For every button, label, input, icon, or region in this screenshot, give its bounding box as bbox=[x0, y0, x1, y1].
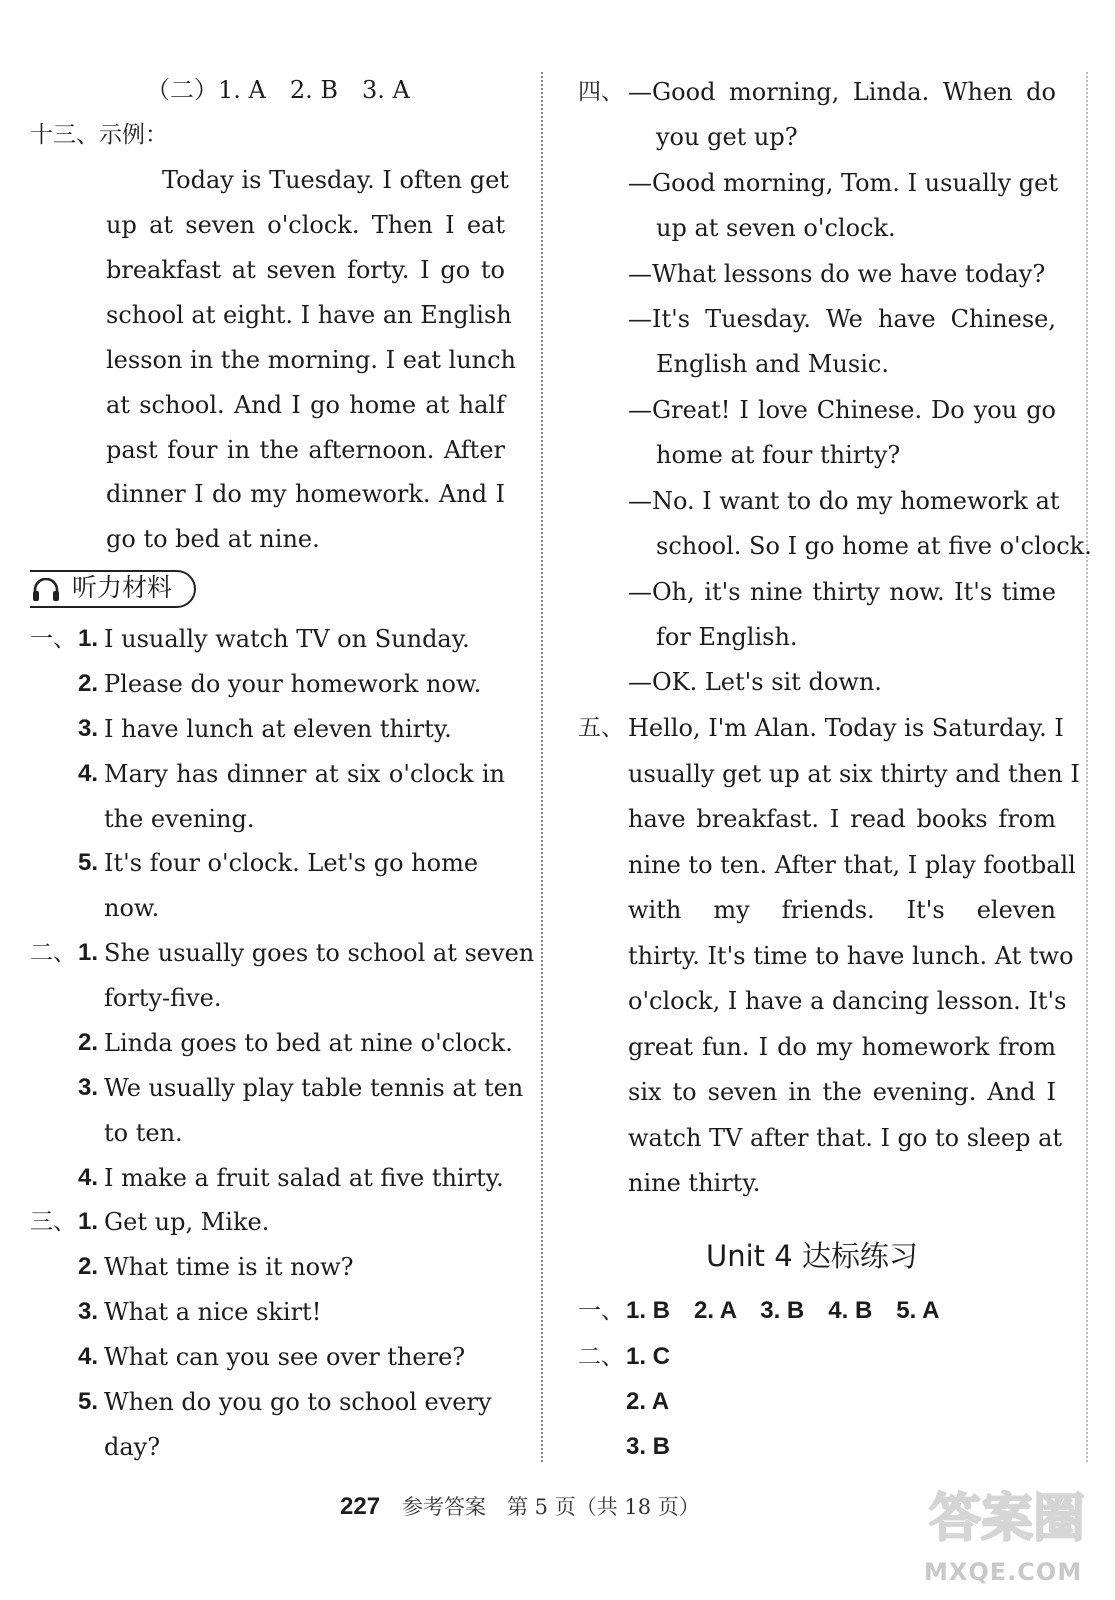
passage-line: thirty. It's time to have lunch. At two bbox=[628, 942, 1074, 970]
passage-line: usually get up at six thirty and then I bbox=[628, 760, 1080, 788]
passage-line: nine thirty. bbox=[628, 1169, 761, 1197]
dialogue-line: —No. I want to do my homework at bbox=[628, 487, 1060, 515]
list-item: Get up, Mike. bbox=[104, 1208, 270, 1236]
essay-line: at school. And I go home at half bbox=[106, 391, 505, 419]
answer-item: 3. B bbox=[626, 1433, 671, 1460]
essay-line: up at seven o'clock. Then I eat bbox=[106, 211, 505, 239]
list-item: forty-five. bbox=[104, 984, 222, 1012]
passage-line: watch TV after that. I go to sleep at bbox=[628, 1124, 1063, 1152]
unit-s1-label: 一、 bbox=[578, 1298, 624, 1324]
page-info: 参考答案 第 5 页（共 18 页） bbox=[402, 1495, 700, 1519]
listening-label: 听力材料 bbox=[72, 573, 173, 602]
dialogue-line: —OK. Let's sit down. bbox=[628, 668, 882, 696]
headphones-icon bbox=[32, 578, 60, 602]
list-item: I usually watch TV on Sunday. bbox=[104, 625, 470, 653]
right-edge-divider bbox=[1086, 72, 1088, 1462]
list-item: now. bbox=[104, 894, 160, 922]
list-item: What time is it now? bbox=[104, 1253, 354, 1281]
list-item: When do you go to school every bbox=[104, 1388, 492, 1416]
list-item: to ten. bbox=[104, 1119, 183, 1147]
unit-title: Unit 4 达标练习 bbox=[706, 1239, 918, 1273]
dialogue-line: home at four thirty? bbox=[656, 441, 901, 469]
dialogue-line: —Great! I love Chinese. Do you go bbox=[628, 396, 1056, 424]
dialogue-line: —What lessons do we have today? bbox=[628, 260, 1046, 288]
dialogue-line: school. So I go home at five o'clock. bbox=[656, 532, 1092, 560]
item-number: 3. bbox=[78, 1298, 99, 1325]
list-item: Please do your homework now. bbox=[104, 670, 482, 698]
passage-line: have breakfast. I read books from bbox=[628, 805, 1056, 833]
section-13-label: 十三、示例： bbox=[30, 122, 168, 148]
part2-answers: （二）1. A 2. B 3. A bbox=[146, 76, 410, 104]
essay-line: Today is Tuesday. I often get bbox=[162, 166, 509, 194]
passage-line: nine to ten. After that, I play football bbox=[628, 851, 1076, 879]
item-number: 5. bbox=[78, 1388, 99, 1415]
item-number: 1. bbox=[78, 1208, 99, 1235]
list-item: Mary has dinner at six o'clock in bbox=[104, 760, 505, 788]
section-5-label: 五、 bbox=[578, 715, 624, 741]
column-divider bbox=[541, 72, 543, 1462]
dialogue-line: up at seven o'clock. bbox=[656, 214, 896, 242]
dialogue-line: —Good morning, Linda. When do bbox=[628, 78, 1056, 106]
list-item: We usually play table tennis at ten bbox=[104, 1074, 524, 1102]
dialogue-line: English and Music. bbox=[656, 350, 889, 378]
dialogue-line: —Good morning, Tom. I usually get bbox=[628, 169, 1058, 197]
list-item: What can you see over there? bbox=[104, 1343, 466, 1371]
item-number: 4. bbox=[78, 1343, 99, 1370]
item-number: 1. bbox=[78, 939, 99, 966]
item-number: 4. bbox=[78, 1164, 99, 1191]
dialogue-line: —It's Tuesday. We have Chinese, bbox=[628, 305, 1056, 333]
answer-item: 2. A bbox=[626, 1388, 670, 1415]
list-item: day? bbox=[104, 1433, 161, 1461]
item-number: 3. bbox=[78, 715, 99, 742]
page-number: 227 bbox=[340, 1493, 381, 1520]
item-number: 1. bbox=[78, 625, 99, 652]
listening-s3-label: 三、 bbox=[30, 1209, 76, 1235]
list-item: I make a fruit salad at five thirty. bbox=[104, 1164, 504, 1192]
essay-line: past four in the afternoon. After bbox=[106, 436, 505, 464]
item-number: 2. bbox=[78, 1253, 99, 1280]
dialogue-line: —Oh, it's nine thirty now. It's time bbox=[628, 578, 1056, 606]
passage-line: Hello, I'm Alan. Today is Saturday. I bbox=[628, 714, 1064, 742]
list-item: the evening. bbox=[104, 805, 255, 833]
essay-line: dinner I do my homework. And I bbox=[106, 480, 505, 508]
list-item: I have lunch at eleven thirty. bbox=[104, 715, 452, 743]
passage-line: great fun. I do my homework from bbox=[628, 1033, 1056, 1061]
list-item: Linda goes to bed at nine o'clock. bbox=[104, 1029, 513, 1057]
answer-item: 1. C bbox=[626, 1343, 671, 1370]
passage-line: o'clock, I have a dancing lesson. It's bbox=[628, 987, 1067, 1015]
item-number: 4. bbox=[78, 760, 99, 787]
watermark-url: MXQE.COM bbox=[924, 1558, 1083, 1586]
list-item: She usually goes to school at seven bbox=[104, 939, 535, 967]
essay-line: school at eight. I have an English bbox=[106, 301, 512, 329]
list-item: What a nice skirt! bbox=[104, 1298, 322, 1326]
item-number: 2. bbox=[78, 670, 99, 697]
essay-line: breakfast at seven forty. I go to bbox=[106, 256, 505, 284]
watermark-logo-text: 答案圈 bbox=[929, 1489, 1086, 1549]
dialogue-line: you get up? bbox=[656, 123, 798, 151]
unit-s1-answers: 1. B 2. A 3. B 4. B 5. A bbox=[626, 1297, 940, 1324]
unit-s2-label: 二、 bbox=[578, 1344, 624, 1370]
item-number: 3. bbox=[78, 1074, 99, 1101]
essay-line: lesson in the morning. I eat lunch bbox=[106, 346, 517, 374]
passage-line: six to seven in the evening. And I bbox=[628, 1078, 1056, 1106]
list-item: It's four o'clock. Let's go home bbox=[104, 849, 479, 877]
item-number: 5. bbox=[78, 849, 99, 876]
essay-line: go to bed at nine. bbox=[106, 525, 320, 553]
dialogue-line: for English. bbox=[656, 623, 798, 651]
listening-s2-label: 二、 bbox=[30, 940, 76, 966]
listening-s1-label: 一、 bbox=[30, 626, 76, 652]
item-number: 2. bbox=[78, 1029, 99, 1056]
passage-line: with my friends. It's eleven bbox=[628, 896, 1056, 924]
section-4-label: 四、 bbox=[578, 79, 624, 105]
